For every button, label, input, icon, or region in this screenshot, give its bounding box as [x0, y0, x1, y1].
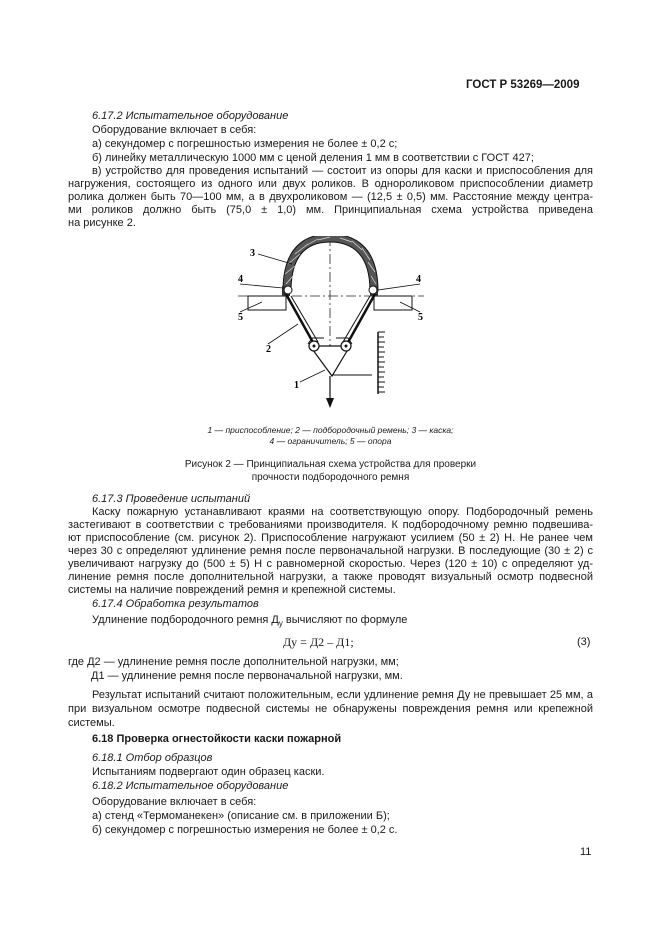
formula-number: (3) — [577, 636, 591, 648]
load-arrowhead — [326, 398, 334, 408]
section-6-17-3-title: 6.17.3 Проведение испытаний — [92, 493, 251, 505]
label-2: 2 — [266, 344, 271, 355]
equipment-item-v-line: ролика должен быть 70—100 мм, а в двухроликовом — (12,5 ± 0,5) мм. Расстояние между центра- — [68, 191, 593, 203]
equipment-2-intro: Оборудование включает в себя: — [92, 796, 257, 808]
chin-strap-inner-right — [343, 296, 370, 342]
left-strap-pivot — [284, 286, 292, 294]
formula-intro-end: вычисляют по формуле — [282, 614, 408, 626]
helmet-shell — [283, 236, 378, 291]
equipment-2-item-a: а) стенд «Термоманекен» (описание см. в приложении Б); — [92, 810, 390, 822]
procedure-line: ют приспособление (см. рисунок 2). Приспособление нагружают усилием (50 ± 2) Н. Не ранее чем — [68, 532, 593, 544]
formula-intro — [92, 614, 407, 630]
equipment-intro: Оборудование включает в себя: — [92, 124, 257, 136]
section-6-18-2-title: 6.18.2 Испытательное оборудование — [92, 780, 289, 792]
label-5-right: 5 — [418, 312, 423, 323]
figure-caption-line-2: прочности подбородочного ремня — [251, 472, 410, 483]
section-6-18-1-title: 6.18.1 Отбор образцов — [92, 752, 213, 764]
procedure-line: линение ремня после дополнительной нагрузки, а также проводят визуальный осмотр подвесной — [68, 571, 593, 583]
chin-strap-inner-left — [291, 296, 318, 342]
figure-legend-line-1: 1 — приспособление; 2 — подбородочный ремень; 3 — каска; — [207, 425, 454, 435]
where-d2: где Д2 — удлинение ремня после дополнительной нагрузки, мм; — [68, 656, 399, 668]
where-d1: Д1 — удлинение ремня после первоначальной нагрузки, мм. — [91, 670, 403, 682]
procedure-final-line: системы на наличие повреждений ремня и крепежной системы. — [68, 584, 396, 596]
equipment-item-v-line: в) устройство для проведения испытаний — состоит из опоры для каски и приспособления для — [92, 165, 593, 177]
sampling-text: Испытаниям подвергают один образец каски. — [92, 766, 325, 778]
formula-intro-sub: у — [278, 619, 283, 629]
measuring-ruler — [378, 332, 385, 394]
left-support — [248, 296, 286, 310]
result-line: Результат испытаний считают положительным, если удлинение ремня Ду не превышает 25 мм, а — [92, 689, 593, 701]
formula-intro-text: Удлинение подбородочного ремня Д — [92, 614, 279, 626]
formula: Ду = Д2 – Д1; — [283, 635, 354, 649]
label-5-left: 5 — [238, 312, 243, 323]
label-1: 1 — [294, 380, 299, 391]
right-support — [374, 296, 412, 310]
leader-4-left — [240, 284, 283, 288]
result-line: при визуальном осмотре подвесной системы не обнаружены повреждения ремня или крепежной — [68, 703, 593, 715]
leader-4-right — [378, 284, 420, 290]
equipment-item-b: б) линейку металлическую 1000 мм с ценой деления 1 мм в соответствии с ГОСТ 427; — [92, 152, 534, 164]
section-6-18-title: 6.18 Проверка огнестойкости каски пожарной — [92, 733, 342, 745]
label-4-left: 4 — [238, 274, 243, 285]
chin-strap-left — [286, 294, 315, 346]
label-4-right: 4 — [416, 274, 421, 285]
equipment-item-a: а) секундомер с погрешностью измерения не более ± 0,2 с; — [92, 138, 398, 150]
equipment-2-item-b: б) секундомер с погрешностью измерения не более ± 0,2 с. — [92, 824, 398, 836]
figure-caption-line-1: Рисунок 2 — Принципиальная схема устройства для проверки — [184, 459, 477, 470]
procedure-line: Каску пожарную устанавливают краями на соответствующую опору. Подбородочный ремень — [92, 506, 593, 518]
procedure-line: через 30 с определяют удлинение ремня после первоначальной нагрузки. В последующие (30 ± 2) с — [68, 545, 593, 557]
procedure-line: застегивают в соответствии с требованиями производителя. К подбородочному ремню подвешива- — [68, 519, 593, 531]
leader-1 — [300, 370, 325, 382]
figure-legend-line-2: 4 — ограничитель; 5 — опора — [269, 436, 392, 446]
leader-3 — [258, 254, 292, 264]
right-strap-pivot — [369, 286, 377, 294]
result-end: системы. — [68, 717, 115, 729]
equipment-item-v-line: нагружения, состоящего из одного или двух роликов. В однороликовом приспособлении диаметр — [68, 178, 593, 190]
page-number: 11 — [580, 846, 592, 858]
equipment-item-v-end: на рисунке 2. — [68, 217, 136, 229]
label-3: 3 — [250, 248, 255, 259]
leader-2 — [268, 324, 298, 344]
chin-strap-right — [346, 294, 375, 346]
procedure-line: увеличивают нагрузку до (500 ± 5) Н с равномерной скоростью. Через (120 ± 10) с определяют уд- — [68, 558, 593, 570]
section-6-17-4-title: 6.17.4 Обработка результатов — [92, 598, 259, 610]
equipment-item-v-line: ми роликов должно быть (75,0 ± 1,0) мм. Принципиальная схема устройства приведена — [68, 204, 593, 216]
standard-header: ГОСТ Р 53269—2009 — [466, 79, 580, 91]
section-6-17-2-title: 6.17.2 Испытательное оборудование — [92, 110, 289, 122]
test-device-diagram — [0, 236, 661, 426]
